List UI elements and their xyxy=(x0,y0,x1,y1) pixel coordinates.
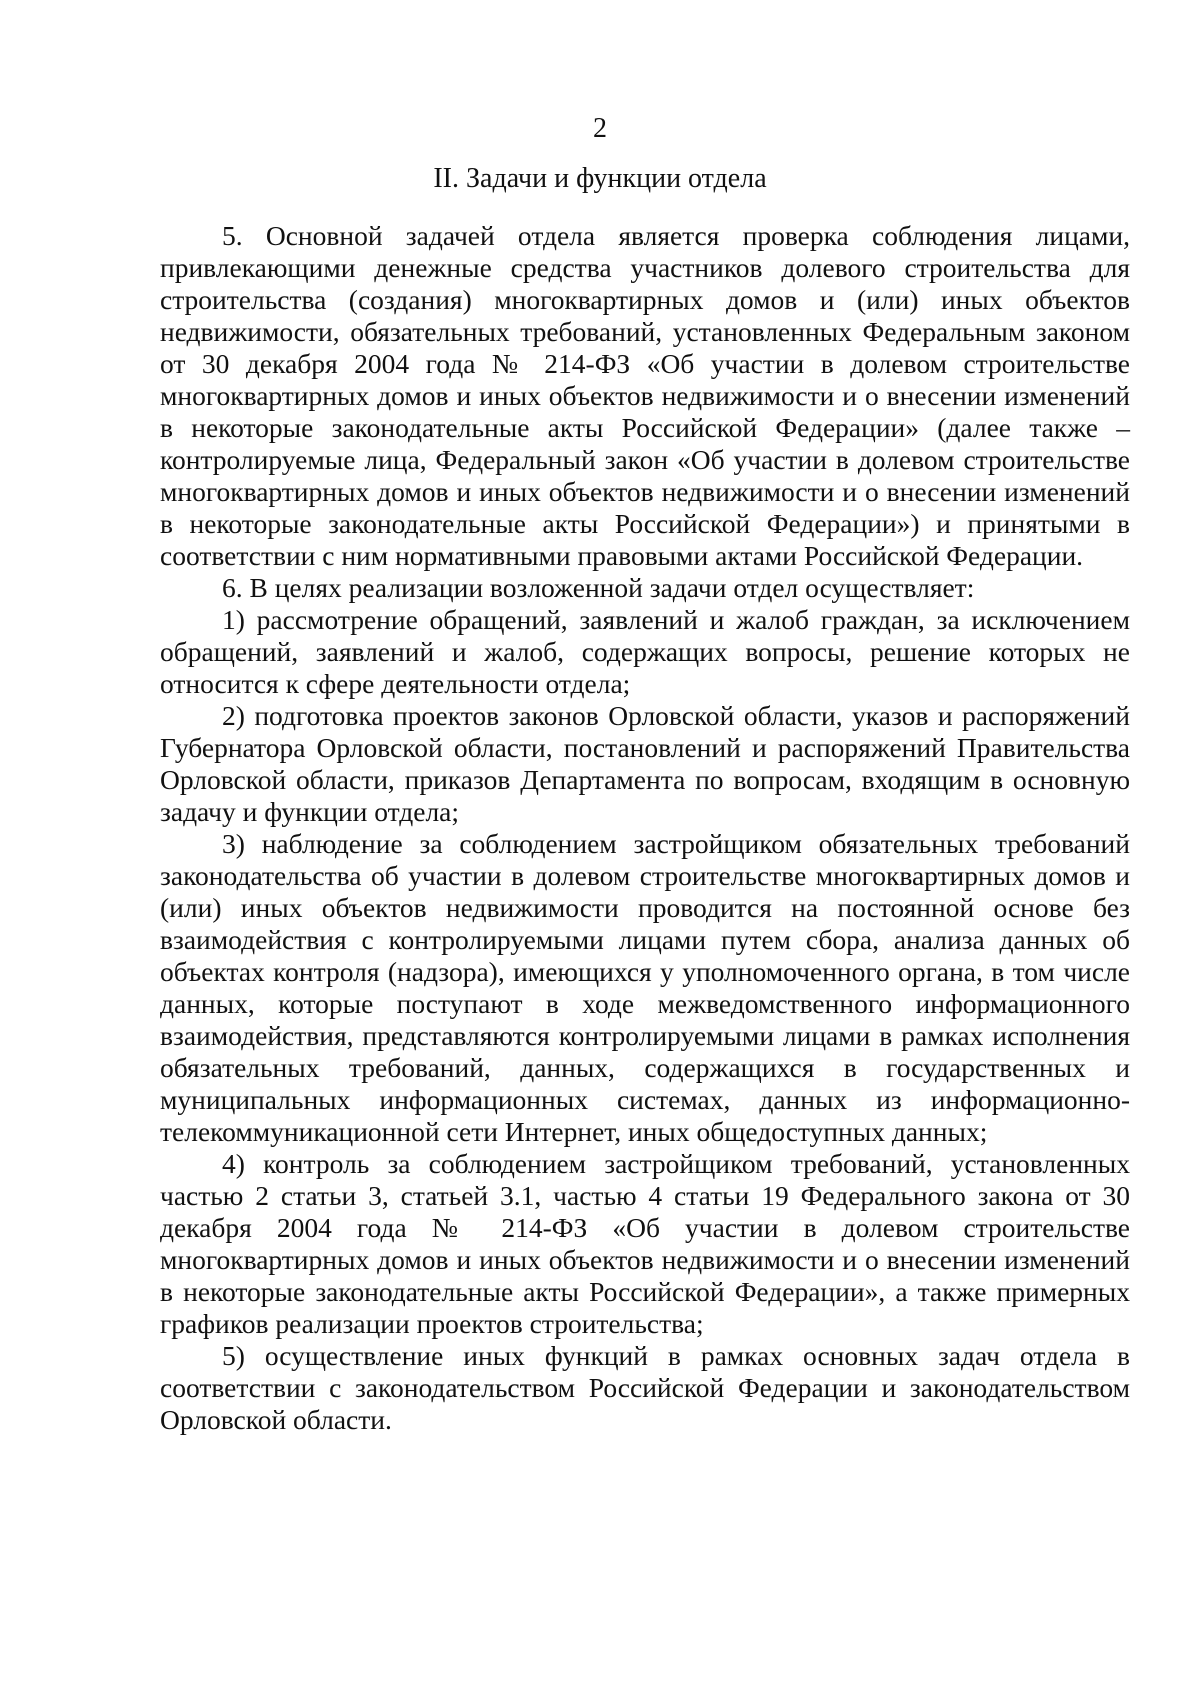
list-item-4-control: 4) контроль за соблюдением застройщиком требований, установленных частью 2 статьи 3, статьей 3.1, частью 4 статьи 19 Федерального закона от 30 декабря 2004 года № 214-ФЗ «Об участии в долевом строительстве многоквартирных домов и иных объектов недвижимости и о внесении изменений в некоторые законодательные акты Российской Федерации», а также примерных графиков реализации проектов строительства; xyxy=(160,1148,1130,1339)
list-item-2-draft-laws: 2) подготовка проектов законов Орловской области, указов и распоряжений Губернатора Орловской области, постановлений и распоряжений Правительства Орловской области, приказов Департамента по вопросам, входящим в основную задачу и функции отдела; xyxy=(160,700,1130,827)
page-number: 2 xyxy=(593,113,607,144)
section-heading: II. Задачи и функции отдела xyxy=(433,163,767,194)
document-body xyxy=(160,220,1130,1436)
paragraph-5-main-task: 5. Основной задачей отдела является проверка соблюдения лицами, привлекающими денежные средства участников долевого строительства для строительства (создания) многоквартирных домов и (или) иных объектов недвижимости, обязательных требований, установленных Федеральным законом от 30 декабря 2004 года № 214-ФЗ «Об участии в долевом строительстве многоквартирных домов и иных объектов недвижимости и о внесении изменений в некоторые законодательные акты Российской Федерации» (далее также – контролируемые лица, Федеральный закон «Об участии в долевом строительстве многоквартирных домов и иных объектов недвижимости и о внесении изменений в некоторые законодательные акты Российской Федерации») и принятыми в соответствии с ним нормативными правовыми актами Российской Федерации. xyxy=(160,220,1130,571)
list-item-3-monitoring: 3) наблюдение за соблюдением застройщиком обязательных требований законодательства об участии в долевом строительстве многоквартирных домов и (или) иных объектов недвижимости проводится на постоянной основе без взаимодействия с контролируемыми лицами путем сбора, анализа данных об объектах контроля (надзора), имеющихся у уполномоченного органа, в том числе данных, которые поступают в ходе межведомственного информационного взаимодействия, представляются контролируемыми лицами в рамках исполнения обязательных требований, данных, содержащихся в государственных и муниципальных информационных системах, данных из информационно-телекоммуникационной сети Интернет, иных общедоступных данных; xyxy=(160,828,1130,1147)
paragraph-6-functions-intro: 6. В целях реализации возложенной задачи отдел осуществляет: xyxy=(222,572,975,603)
list-item-1-complaints: 1) рассмотрение обращений, заявлений и жалоб граждан, за исключением обращений, заявлений и жалоб, содержащих вопросы, решение которых не относится к сфере деятельности отдела; xyxy=(160,604,1130,699)
list-item-5-other-functions: 5) осуществление иных функций в рамках основных задач отдела в соответствии с законодательством Российской Федерации и законодательством Орловской области. xyxy=(160,1340,1130,1435)
